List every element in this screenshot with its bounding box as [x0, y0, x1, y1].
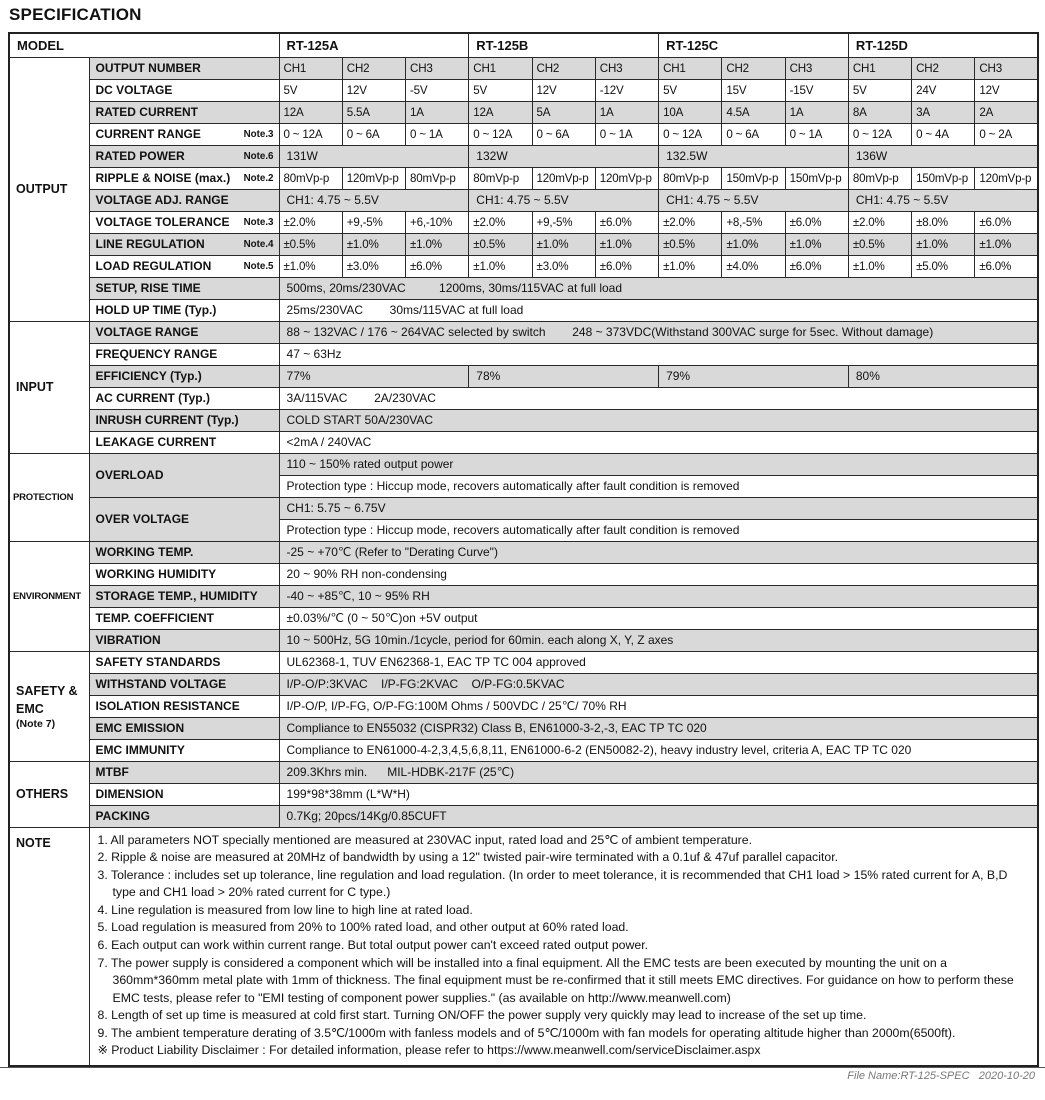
row-rated-power [9, 145, 1038, 167]
param-label-text: VOLTAGE TOLERANCE [95, 215, 230, 229]
section-label-input: INPUT [9, 321, 89, 453]
param-label [89, 167, 279, 189]
spec-cell: 120mVp-p [532, 167, 595, 189]
row-storage-temp [9, 585, 1038, 607]
spec-cell: CH1 [659, 57, 722, 79]
param-label: EMC IMMUNITY [89, 739, 279, 761]
spec-cell: 78% [469, 365, 659, 387]
spec-cell: ±6.0% [975, 255, 1038, 277]
row-notes [9, 827, 1038, 1066]
spec-cell: 80mVp-p [848, 167, 911, 189]
param-label: RATED CURRENT [89, 101, 279, 123]
param-label: INRUSH CURRENT (Typ.) [89, 409, 279, 431]
param-label: ISOLATION RESISTANCE [89, 695, 279, 717]
note-ref: Note.6 [243, 150, 274, 162]
param-label: SAFETY STANDARDS [89, 651, 279, 673]
section-label-protection: PROTECTION [9, 453, 89, 541]
spec-cell: CH1: 4.75 ~ 5.5V [659, 189, 849, 211]
param-label: OUTPUT NUMBER [89, 57, 279, 79]
spec-cell: 150mVp-p [912, 167, 975, 189]
spec-cell: 0 ~ 1A [785, 123, 848, 145]
param-label-text: LOAD REGULATION [95, 259, 212, 273]
param-label: HOLD UP TIME (Typ.) [89, 299, 279, 321]
row-inrush-current [9, 409, 1038, 431]
spec-cell: 12V [342, 79, 405, 101]
param-label: VIBRATION [89, 629, 279, 651]
row-voltage-tolerance [9, 211, 1038, 233]
spec-cell: 0 ~ 6A [722, 123, 785, 145]
spec-cell: 79% [659, 365, 849, 387]
spec-cell: ±6.0% [785, 255, 848, 277]
model-name-rt125a: RT-125A [279, 33, 469, 57]
section-label-safety-emc [9, 651, 89, 761]
spec-cell: Compliance to EN55032 (CISPR32) Class B, EN61000-3-2,-3, EAC TP TC 020 [279, 717, 1038, 739]
spec-cell: 2A [975, 101, 1038, 123]
param-label: MTBF [89, 761, 279, 783]
row-hold-up-time [9, 299, 1038, 321]
note-item: 5. Load regulation is measured from 20% to 100% rated load, and other output at 60% rated load. [97, 920, 629, 935]
param-label: PACKING [89, 805, 279, 827]
row-rated-current [9, 101, 1038, 123]
section-label-output: OUTPUT [9, 57, 89, 321]
spec-cell: 120mVp-p [975, 167, 1038, 189]
spec-cell: 5V [848, 79, 911, 101]
spec-cell: I/P-O/P:3KVAC I/P-FG:2KVAC O/P-FG:0.5KVAC [279, 673, 1038, 695]
spec-cell: 3A [912, 101, 975, 123]
spec-cell: 5V [469, 79, 532, 101]
param-label: OVERLOAD [89, 453, 279, 497]
spec-cell: 120mVp-p [342, 167, 405, 189]
spec-cell: 88 ~ 132VAC / 176 ~ 264VAC selected by switch 248 ~ 373VDC(Withstand 300VAC surge for 5sec. Without damage) [279, 321, 1038, 343]
page-title: SPECIFICATION [9, 5, 142, 24]
spec-cell: CH1 [469, 57, 532, 79]
spec-cell: ±8.0% [912, 211, 975, 233]
spec-cell: 12A [469, 101, 532, 123]
spec-cell: ±2.0% [279, 211, 342, 233]
spec-cell: 12A [279, 101, 342, 123]
spec-cell: 209.3Khrs min. MIL-HDBK-217F (25℃) [279, 761, 1038, 783]
row-working-temp [9, 541, 1038, 563]
spec-cell: Protection type : Hiccup mode, recovers automatically after fault condition is removed [279, 475, 1038, 497]
spec-cell: +9,-5% [342, 211, 405, 233]
model-name-rt125b: RT-125B [469, 33, 659, 57]
spec-cell: ±1.0% [532, 233, 595, 255]
spec-cell: CH2 [912, 57, 975, 79]
spec-cell: ±6.0% [595, 255, 658, 277]
section-label-note: NOTE [9, 827, 89, 1066]
spec-cell: ±1.0% [912, 233, 975, 255]
note-ref: Note.5 [243, 260, 274, 272]
spec-cell: ±1.0% [469, 255, 532, 277]
param-label: FREQUENCY RANGE [89, 343, 279, 365]
row-withstand-voltage [9, 673, 1038, 695]
spec-cell: Protection type : Hiccup mode, recovers automatically after fault condition is removed [279, 519, 1038, 541]
model-name-rt125d: RT-125D [848, 33, 1038, 57]
spec-cell: 25ms/230VAC 30ms/115VAC at full load [279, 299, 1038, 321]
spec-cell: 0 ~ 1A [406, 123, 469, 145]
note-ref: Note.2 [243, 172, 274, 184]
spec-cell: 0 ~ 2A [975, 123, 1038, 145]
spec-cell: ±1.0% [342, 233, 405, 255]
section-label-safety-line2: EMC [16, 702, 44, 716]
spec-cell: CH3 [975, 57, 1038, 79]
spec-cell: CH2 [342, 57, 405, 79]
param-label: DIMENSION [89, 783, 279, 805]
spec-cell: I/P-O/P, I/P-FG, O/P-FG:100M Ohms / 500VDC / 25℃/ 70% RH [279, 695, 1038, 717]
model-header-label: MODEL [9, 33, 279, 57]
spec-cell: <2mA / 240VAC [279, 431, 1038, 453]
param-label: EMC EMISSION [89, 717, 279, 739]
section-label-safety-line1: SAFETY & [16, 683, 78, 698]
spec-cell: -40 ~ +85℃, 10 ~ 95% RH [279, 585, 1038, 607]
param-label: WORKING HUMIDITY [89, 563, 279, 585]
row-over-voltage-range [9, 497, 1038, 519]
row-packing [9, 805, 1038, 827]
note-item: 3. Tolerance : includes set up tolerance, line regulation and load regulation. (In order to meet tolerance, it is recommended that CH1 load > 15% rated current for A, B,D type and CH1 load > 20% rated current for C type.) [97, 867, 1008, 900]
note-ref: Note.3 [243, 216, 274, 228]
param-label: TEMP. COEFFICIENT [89, 607, 279, 629]
spec-cell: 20 ~ 90% RH non-condensing [279, 563, 1038, 585]
spec-cell: ±1.0% [785, 233, 848, 255]
spec-cell: 5A [532, 101, 595, 123]
param-label: STORAGE TEMP., HUMIDITY [89, 585, 279, 607]
spec-cell: 132W [469, 145, 659, 167]
spec-cell: -12V [595, 79, 658, 101]
param-label: WITHSTAND VOLTAGE [89, 673, 279, 695]
row-voltage-range [9, 321, 1038, 343]
spec-cell: 150mVp-p [722, 167, 785, 189]
spec-cell: 120mVp-p [595, 167, 658, 189]
spec-cell: 131W [279, 145, 469, 167]
spec-cell: CH1: 4.75 ~ 5.5V [848, 189, 1038, 211]
row-output-number [9, 57, 1038, 79]
spec-cell: 15V [722, 79, 785, 101]
note-item: 1. All parameters NOT specially mentioned are measured at 230VAC input, rated load and 25℃ of ambient temperature. [97, 832, 753, 847]
spec-cell: CH2 [532, 57, 595, 79]
row-ac-current [9, 387, 1038, 409]
row-mtbf [9, 761, 1038, 783]
spec-cell: -15V [785, 79, 848, 101]
spec-cell: 500ms, 20ms/230VAC 1200ms, 30ms/115VAC at full load [279, 277, 1038, 299]
spec-cell: 12V [975, 79, 1038, 101]
spec-cell: 150mVp-p [785, 167, 848, 189]
note-ref: Note.3 [243, 128, 274, 140]
spec-cell: 3A/115VAC 2A/230VAC [279, 387, 1038, 409]
row-emc-emission [9, 717, 1038, 739]
row-isolation-resistance [9, 695, 1038, 717]
spec-cell: ±6.0% [406, 255, 469, 277]
spec-cell: 5.5A [342, 101, 405, 123]
spec-cell: ±3.0% [532, 255, 595, 277]
spec-cell: ±1.0% [595, 233, 658, 255]
footer-filename: File Name:RT-125-SPEC 2020-10-20 [847, 1070, 1035, 1083]
spec-cell: 0 ~ 1A [595, 123, 658, 145]
param-label: VOLTAGE ADJ. RANGE [89, 189, 279, 211]
spec-cell: 0 ~ 12A [279, 123, 342, 145]
spec-cell: 110 ~ 150% rated output power [279, 453, 1038, 475]
spec-cell: ±6.0% [975, 211, 1038, 233]
param-label [89, 211, 279, 233]
row-frequency-range [9, 343, 1038, 365]
spec-cell: 0 ~ 6A [342, 123, 405, 145]
param-label: OVER VOLTAGE [89, 497, 279, 541]
spec-cell: 4.5A [722, 101, 785, 123]
row-dimension [9, 783, 1038, 805]
row-line-regulation [9, 233, 1038, 255]
spec-cell: ±1.0% [659, 255, 722, 277]
spec-cell: 0 ~ 4A [912, 123, 975, 145]
spec-cell: 0 ~ 12A [469, 123, 532, 145]
note-item: 2. Ripple & noise are measured at 20MHz of bandwidth by using a 12" twisted pair-wire terminated with a 0.1uf & 47uf parallel capacitor. [97, 850, 839, 865]
param-label [89, 123, 279, 145]
row-current-range [9, 123, 1038, 145]
param-label-text: RATED POWER [95, 149, 185, 163]
spec-cell: +9,-5% [532, 211, 595, 233]
notes-block [89, 827, 1038, 1066]
param-label: DC VOLTAGE [89, 79, 279, 101]
spec-cell: ±6.0% [595, 211, 658, 233]
spec-cell: 0 ~ 12A [848, 123, 911, 145]
spec-cell: +6,-10% [406, 211, 469, 233]
spec-cell: 1A [595, 101, 658, 123]
row-voltage-adj-range [9, 189, 1038, 211]
param-label [89, 233, 279, 255]
row-safety-standards [9, 651, 1038, 673]
param-label: EFFICIENCY (Typ.) [89, 365, 279, 387]
spec-cell: ±5.0% [912, 255, 975, 277]
spec-cell: 80mVp-p [659, 167, 722, 189]
spec-cell: 199*98*38mm (L*W*H) [279, 783, 1038, 805]
spec-cell: ±0.5% [469, 233, 532, 255]
note-item: 9. The ambient temperature derating of 3.5℃/1000m with fanless models and of 5℃/1000m with fan models for operating altitude higher than 2000m(6500ft). [97, 1025, 956, 1040]
spec-cell: ±1.0% [279, 255, 342, 277]
spec-cell: 12V [532, 79, 595, 101]
spec-cell: CH1: 4.75 ~ 5.5V [279, 189, 469, 211]
spec-cell: CH1 [848, 57, 911, 79]
param-label-text: RIPPLE & NOISE (max.) [95, 171, 231, 185]
spec-cell: +8,-5% [722, 211, 785, 233]
row-temp-coefficient [9, 607, 1038, 629]
spec-cell: CH2 [722, 57, 785, 79]
note-item: 8. Length of set up time is measured at cold first start. Turning ON/OFF the power supply very quickly may lead to increase of the set up time. [97, 1008, 867, 1023]
spec-cell: 80mVp-p [406, 167, 469, 189]
spec-cell: CH3 [406, 57, 469, 79]
spec-cell: ±0.5% [279, 233, 342, 255]
section-label-others: OTHERS [9, 761, 89, 827]
section-label-safety-note: (Note 7) [16, 718, 56, 731]
spec-cell: ±2.0% [848, 211, 911, 233]
spec-cell: 47 ~ 63Hz [279, 343, 1038, 365]
spec-cell: ±0.5% [848, 233, 911, 255]
row-setup-rise-time [9, 277, 1038, 299]
spec-cell: 1A [406, 101, 469, 123]
row-vibration [9, 629, 1038, 651]
param-label-text: CURRENT RANGE [95, 127, 201, 141]
param-label-text: LINE REGULATION [95, 237, 205, 251]
spec-cell: UL62368-1, TUV EN62368-1, EAC TP TC 004 approved [279, 651, 1038, 673]
spec-cell: 8A [848, 101, 911, 123]
spec-cell: -5V [406, 79, 469, 101]
param-label: AC CURRENT (Typ.) [89, 387, 279, 409]
header-row [9, 33, 1038, 57]
param-label: VOLTAGE RANGE [89, 321, 279, 343]
param-label: LEAKAGE CURRENT [89, 431, 279, 453]
spec-cell: ±1.0% [722, 233, 785, 255]
spec-cell: ±1.0% [406, 233, 469, 255]
spec-cell: 0.7Kg; 20pcs/14Kg/0.85CUFT [279, 805, 1038, 827]
spec-cell: CH1: 4.75 ~ 5.5V [469, 189, 659, 211]
param-label [89, 145, 279, 167]
spec-cell: 0 ~ 12A [659, 123, 722, 145]
param-label [89, 255, 279, 277]
spec-cell: 136W [848, 145, 1038, 167]
note-item: 6. Each output can work within current range. But total output power can't exceed rated output power. [97, 937, 649, 952]
spec-cell: ±4.0% [722, 255, 785, 277]
spec-cell: ±2.0% [659, 211, 722, 233]
spec-cell: Compliance to EN61000-4-2,3,4,5,6,8,11, EN61000-6-2 (EN50082-2), heavy industry level, criteria A, EAC TP TC 020 [279, 739, 1038, 761]
spec-cell: 80% [848, 365, 1038, 387]
spec-cell: 5V [279, 79, 342, 101]
note-item: 4. Line regulation is measured from low line to high line at rated load. [97, 902, 473, 917]
row-load-regulation [9, 255, 1038, 277]
spec-cell: ±2.0% [469, 211, 532, 233]
spec-cell: ±6.0% [785, 211, 848, 233]
row-working-humidity [9, 563, 1038, 585]
row-efficiency [9, 365, 1038, 387]
param-label: WORKING TEMP. [89, 541, 279, 563]
param-label: SETUP, RISE TIME [89, 277, 279, 299]
row-overload-range [9, 453, 1038, 475]
spec-cell: ±3.0% [342, 255, 405, 277]
spec-cell: 77% [279, 365, 469, 387]
spec-cell: 24V [912, 79, 975, 101]
spec-cell: ±1.0% [848, 255, 911, 277]
spec-cell: 80mVp-p [469, 167, 532, 189]
spec-cell: COLD START 50A/230VAC [279, 409, 1038, 431]
section-label-environment: ENVIRONMENT [9, 541, 89, 651]
spec-cell: 132.5W [659, 145, 849, 167]
row-leakage-current [9, 431, 1038, 453]
spec-cell: 0 ~ 6A [532, 123, 595, 145]
spec-cell: 10A [659, 101, 722, 123]
model-name-rt125c: RT-125C [659, 33, 849, 57]
note-item: 7. The power supply is considered a component which will be installed into a final equipment. All the EMC tests are been executed by mounting the unit on a 360mm*360mm metal plate with 1mm of thickness. The final equipment must be re-confirmed that it still meets EMC directives. For guidance on how to perform these EMC tests, please refer to "EMI testing of component power supplies." (as available on http://www.meanwell.com) [97, 955, 1014, 1005]
row-ripple-noise [9, 167, 1038, 189]
spec-cell: 10 ~ 500Hz, 5G 10min./1cycle, period for 60min. each along X, Y, Z axes [279, 629, 1038, 651]
note-item: ※ Product Liability Disclaimer : For detailed information, please refer to https://www.meanwell.com/serviceDisclaimer.aspx [97, 1043, 761, 1058]
spec-cell: CH1: 5.75 ~ 6.75V [279, 497, 1038, 519]
spec-cell: 1A [785, 101, 848, 123]
specification-table [8, 32, 1039, 1067]
row-dc-voltage [9, 79, 1038, 101]
spec-cell: 80mVp-p [279, 167, 342, 189]
note-ref: Note.4 [243, 238, 274, 250]
spec-cell: CH1 [279, 57, 342, 79]
spec-cell: -25 ~ +70℃ (Refer to "Derating Curve") [279, 541, 1038, 563]
spec-cell: ±1.0% [975, 233, 1038, 255]
spec-cell: CH3 [595, 57, 658, 79]
spec-cell: ±0.5% [659, 233, 722, 255]
spec-cell: 5V [659, 79, 722, 101]
spec-cell: ±0.03%/℃ (0 ~ 50℃)on +5V output [279, 607, 1038, 629]
spec-cell: CH3 [785, 57, 848, 79]
row-emc-immunity [9, 739, 1038, 761]
